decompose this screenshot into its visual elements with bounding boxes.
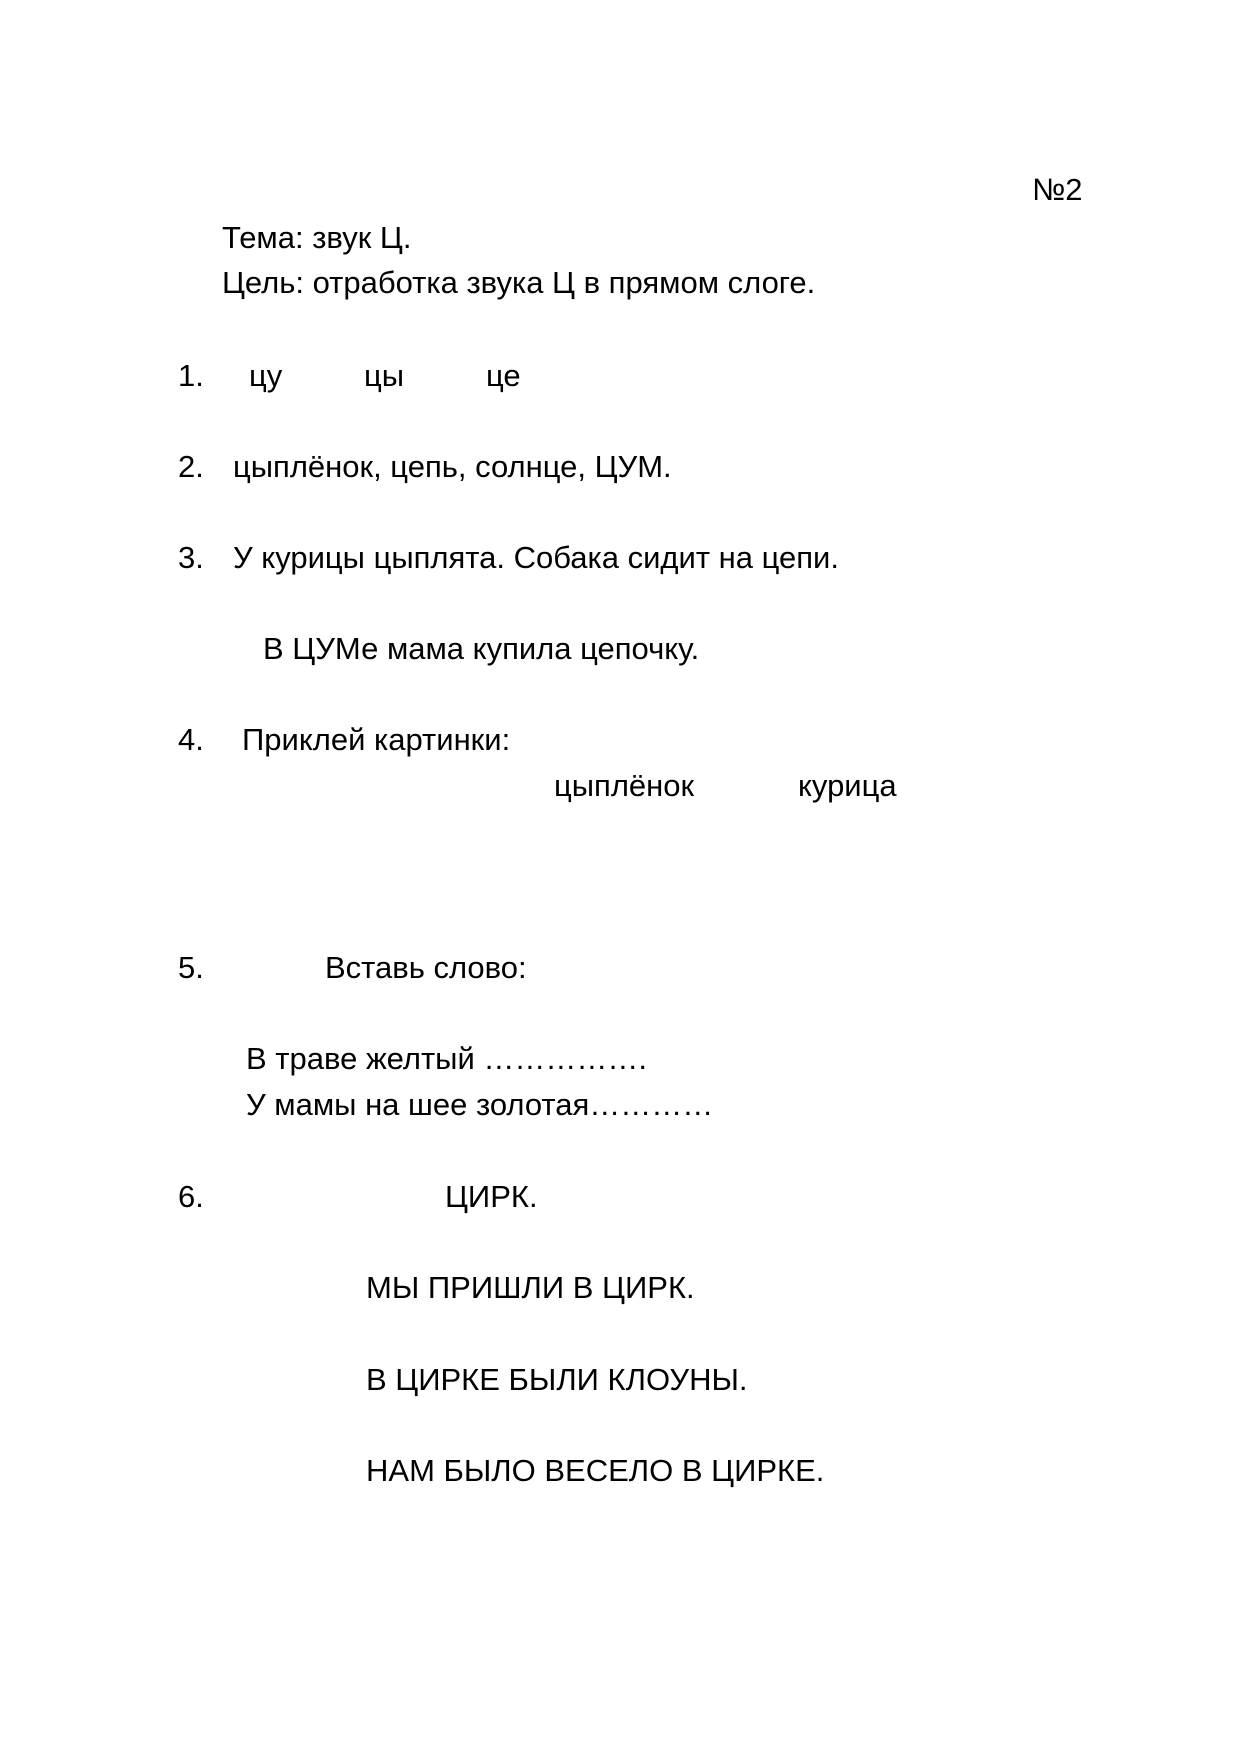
story-line: В ЦИРКЕ БЫЛИ КЛОУНЫ. (366, 1362, 748, 1397)
fill-in-sentence: У мамы на шее золотая………… (246, 1087, 714, 1122)
goal-line: Цель: отработка звука Ц в прямом слоге. (222, 265, 816, 300)
story-line: МЫ ПРИШЛИ В ЦИРК. (366, 1270, 695, 1305)
picture-label: цыплёнок (554, 768, 695, 803)
story-title: ЦИРК. (445, 1179, 538, 1214)
task-number: 5. (178, 950, 204, 985)
fill-in-sentence: В траве желтый ……………. (246, 1041, 648, 1076)
sentence: В ЦУМе мама купила цепочку. (263, 631, 700, 666)
task-number: 1. (178, 358, 204, 393)
syllable: це (486, 358, 521, 393)
word-list: цыплёнок, цепь, солнце, ЦУМ. (233, 449, 672, 484)
task-number: 2. (178, 449, 204, 484)
task-number: 4. (178, 722, 204, 757)
task-label: Вставь слово: (325, 950, 527, 985)
story-line: НАМ БЫЛО ВЕСЕЛО В ЦИРКЕ. (366, 1453, 825, 1488)
task-label: Приклей картинки: (242, 722, 511, 757)
topic-line: Тема: звук Ц. (222, 220, 412, 255)
task-number: 3. (178, 540, 204, 575)
task-number: 6. (178, 1179, 204, 1214)
picture-label: курица (798, 768, 897, 803)
syllable: цу (249, 358, 283, 393)
document-number: №2 (1032, 172, 1083, 207)
syllable: цы (364, 358, 405, 393)
sentence: У курицы цыплята. Собака сидит на цепи. (233, 540, 839, 575)
